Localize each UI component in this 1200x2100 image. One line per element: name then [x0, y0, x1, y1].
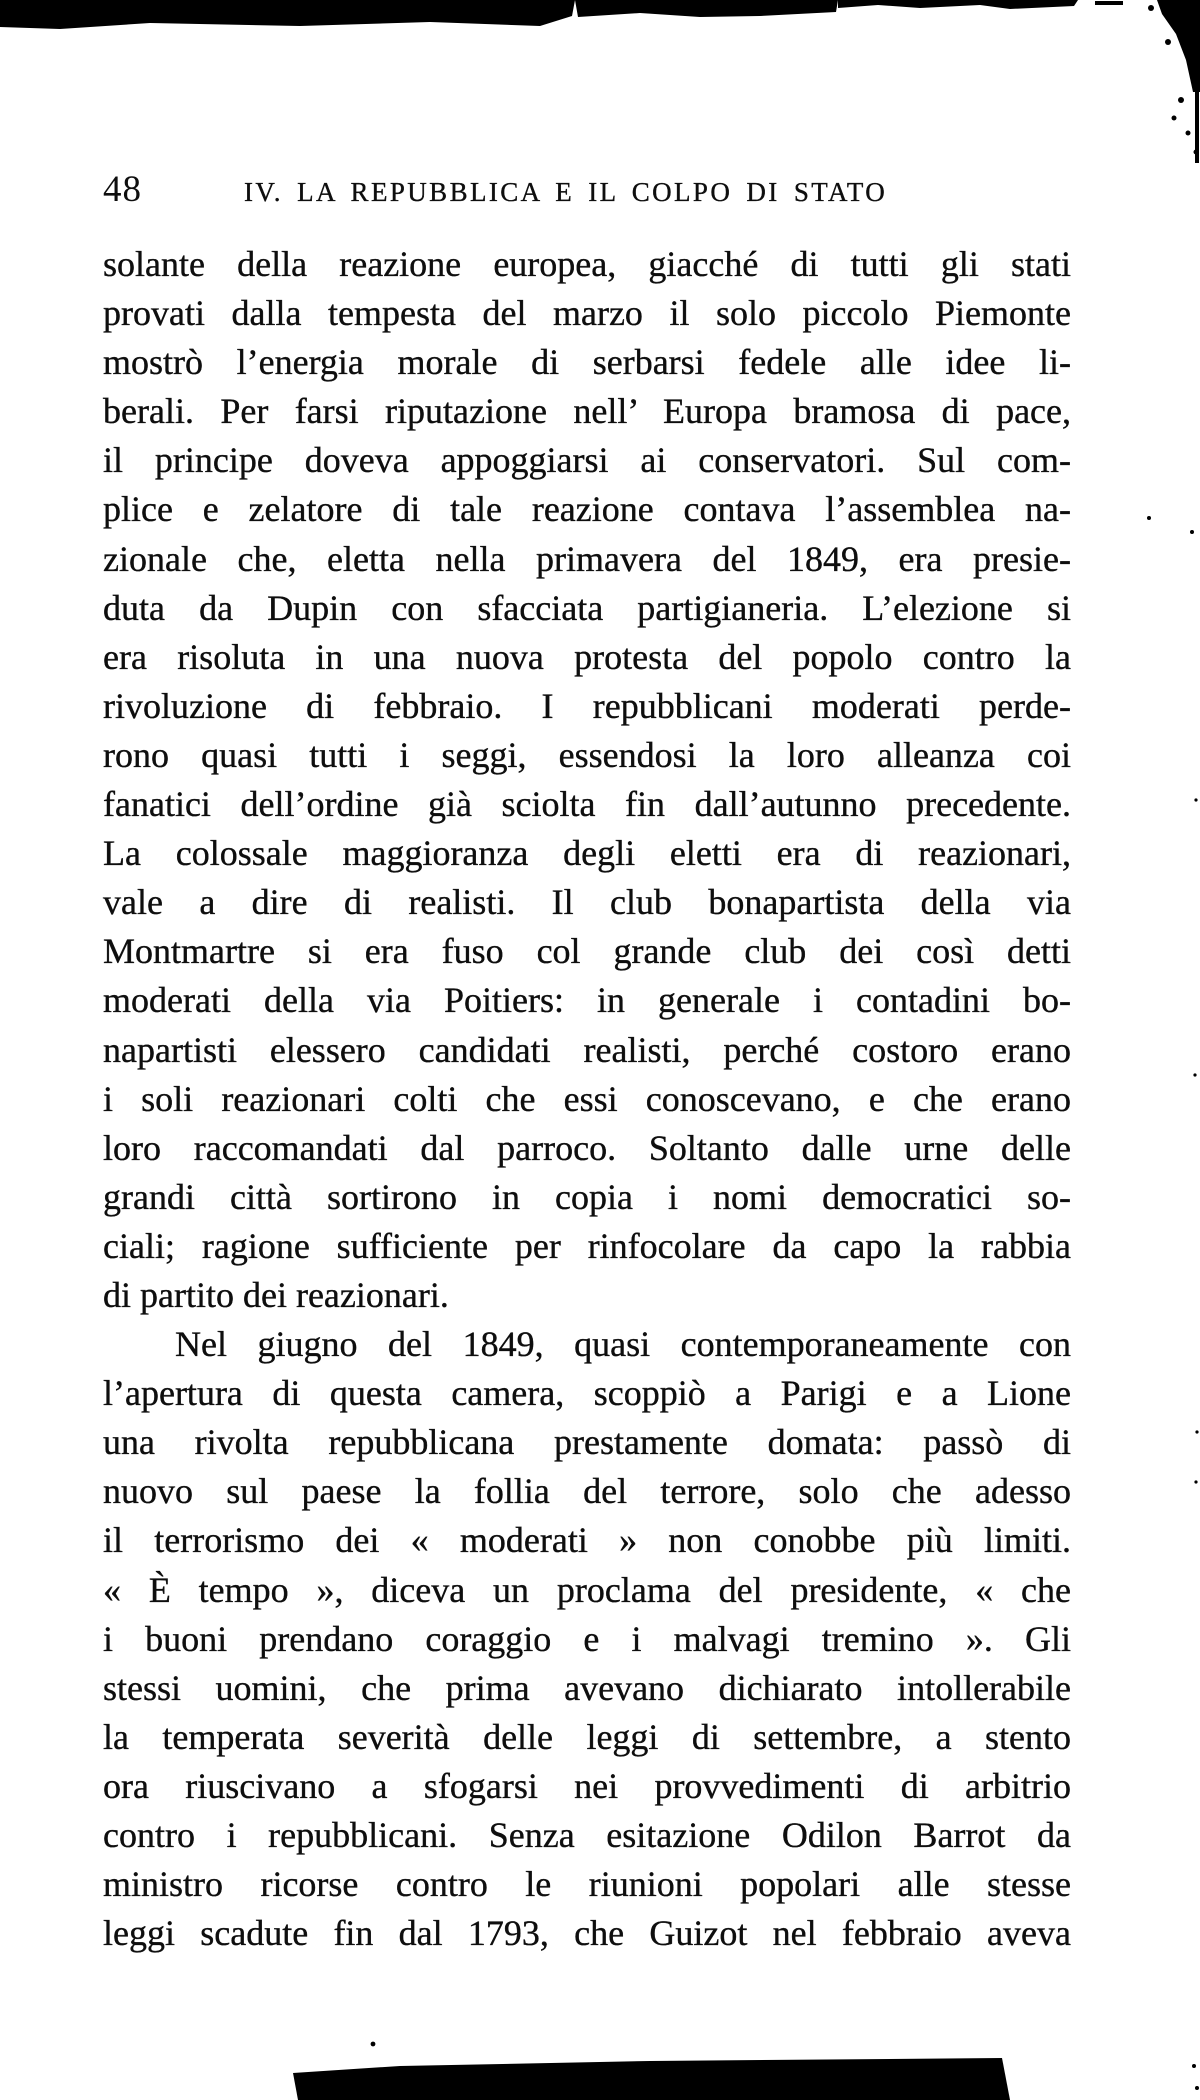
text-line: vale a dire di realisti. Il club bonapartista della via: [103, 882, 1071, 923]
text-line: stessi uomini, che prima avevano dichiarato intollerabile: [103, 1667, 1071, 1708]
running-header-title: IV. LA REPUBBLICA E IL COLPO DI STATO: [244, 177, 888, 207]
page-header-row: [103, 168, 1071, 211]
text-line: duta da Dupin con sfacciata partigianeria. L’elezione si: [103, 587, 1071, 628]
text-line: rivoluzione di febbraio. I repubblicani moderati perde-: [103, 685, 1071, 726]
text-line: rono quasi tutti i seggi, essendosi la loro alleanza coi: [103, 734, 1071, 775]
text-line: plice e zelatore di tale reazione contava l’assemblea na-: [103, 489, 1071, 530]
text-line: provati dalla tempesta del marzo il solo piccolo Piemonte: [103, 293, 1071, 334]
text-line: berali. Per farsi riputazione nell’ Europa bramosa di pace,: [103, 391, 1071, 432]
text-line: la temperata severità delle leggi di settembre, a stento: [103, 1716, 1071, 1757]
scan-artifact-corner-blob: [1148, 0, 1200, 163]
text-line: mostrò l’energia morale di serbarsi fedele alle idee li-: [103, 342, 1071, 383]
text-line: il terrorismo dei « moderati » non conobbe più limiti.: [103, 1520, 1071, 1561]
scan-artifact-top-bar: [0, 0, 1123, 29]
text-line: leggi scadute fin dal 1793, che Guizot nel febbraio aveva: [103, 1913, 1071, 1954]
text-line: « È tempo », diceva un proclama del presidente, « che: [103, 1569, 1071, 1610]
text-line: ora riuscivano a sfogarsi nei provvedimenti di arbitrio: [103, 1765, 1071, 1806]
text-line: ministro ricorse contro le riunioni popolari alle stesse: [103, 1864, 1071, 1905]
text-line: solante della reazione europea, giacché di tutti gli stati: [103, 244, 1071, 284]
text-line: il principe doveva appoggiarsi ai conservatori. Sul com-: [103, 440, 1071, 481]
body-text: [103, 240, 1071, 1958]
text-line: grandi città sortirono in copia i nomi democratici so-: [103, 1176, 1071, 1217]
text-line: zionale che, eletta nella primavera del 1849, era presie-: [103, 538, 1071, 579]
text-line: Nel giugno del 1849, quasi contemporaneamente con: [175, 1324, 1071, 1365]
scan-artifact-bottom-bar: [293, 2058, 1010, 2100]
text-line: ciali; ragione sufficiente per rinfocolare da capo la rabbia: [103, 1225, 1071, 1266]
text-line: di partito dei reazionari.: [103, 1274, 449, 1315]
text-line: contro i repubblicani. Senza esitazione Odilon Barrot da: [103, 1815, 1071, 1855]
text-line: era risoluta in una nuova protesta del popolo contro la: [103, 636, 1071, 677]
text-line: La colossale maggioranza degli eletti era di reazionari,: [103, 833, 1071, 874]
text-line: Montmartre si era fuso col grande club dei così detti: [103, 931, 1071, 972]
text-line: nuovo sul paese la follia del terrore, solo che adesso: [103, 1471, 1071, 1512]
text-line: moderati della via Poitiers: in generale i contadini bo-: [103, 980, 1071, 1021]
text-line: loro raccomandati dal parroco. Soltanto dalle urne delle: [103, 1127, 1071, 1168]
text-line: i buoni prendano coraggio e i malvagi tremino ». Gli: [103, 1618, 1071, 1659]
text-line: una rivolta repubblicana prestamente domata: passò di: [103, 1422, 1071, 1463]
page-number: 48: [103, 169, 142, 210]
text-line: l’apertura di questa camera, scoppiò a Parigi e a Lione: [103, 1373, 1071, 1414]
text-line: napartisti elessero candidati realisti, perché costoro erano: [103, 1029, 1071, 1070]
text-line: i soli reazionari colti che essi conoscevano, e che erano: [103, 1078, 1071, 1119]
text-line: fanatici dell’ordine già sciolta fin dall’autunno precedente.: [103, 784, 1071, 825]
